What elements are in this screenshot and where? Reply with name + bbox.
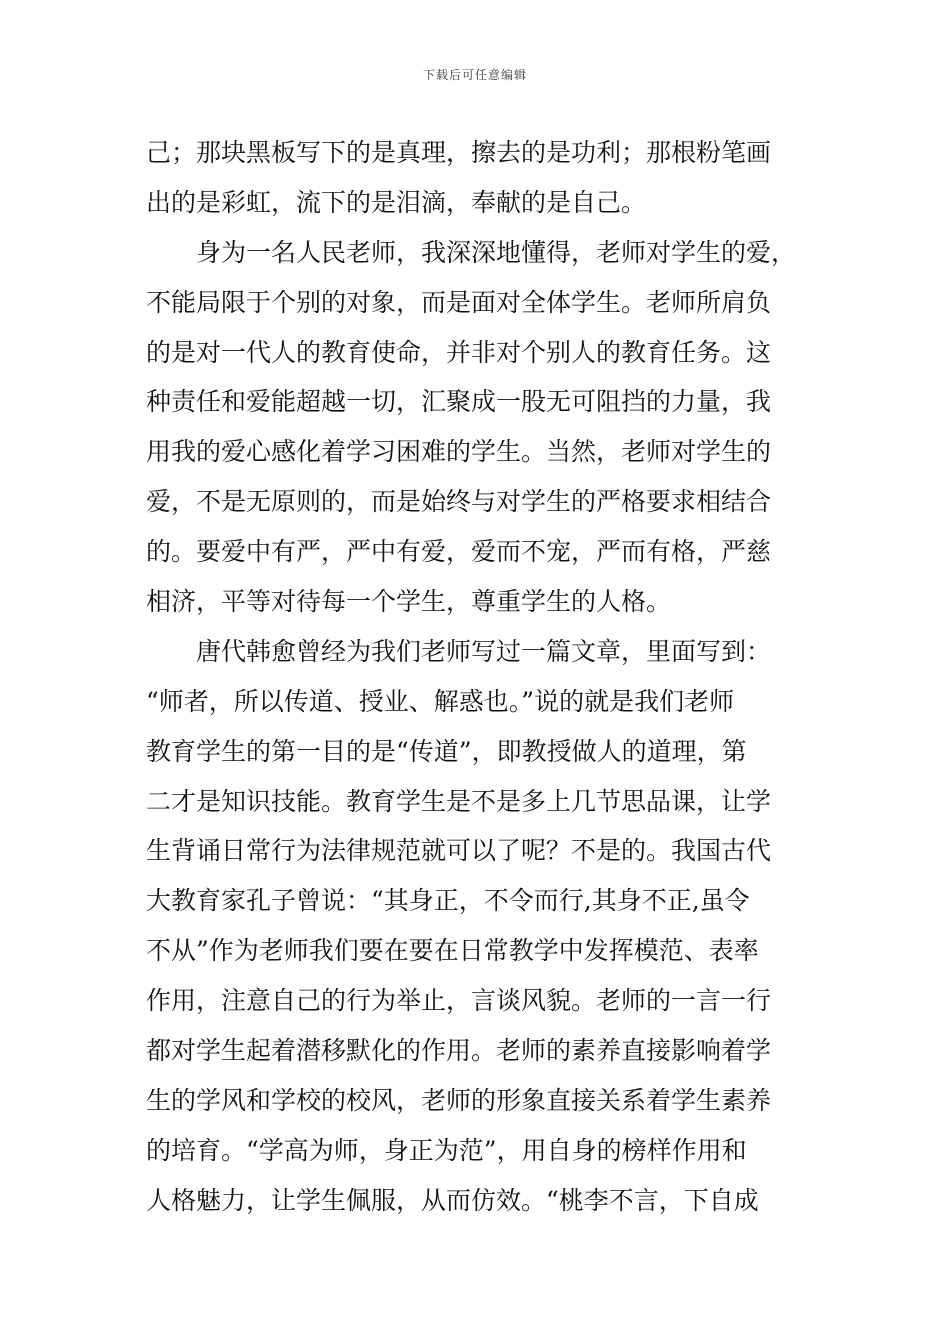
text-line: 作用，注意自己的行为举止，言谈风貌。老师的一言一行 — [146, 986, 772, 1016]
page-header: 下载后可任意编辑 — [422, 68, 527, 82]
text-line: 的。要爱中有严，严中有爱，爱而不宠，严而有格，严慈 — [146, 537, 772, 567]
text-line: 大教育家孔子曾说：“其身正，不令而行,其身不正,虽令 — [146, 886, 750, 916]
text-line: “师者，所以传道、授业、解惑也。”说的就是我们老师 — [146, 686, 735, 716]
text-line: 种责任和爱能超越一切，汇聚成一股无可阻挡的力量，我 — [146, 387, 772, 417]
text-line: 的是对一代人的教育使命，并非对个别人的教育任务。这 — [146, 337, 772, 367]
text-line: 的培育。“学高为师，身正为范”，用自身的榜样作用和 — [146, 1135, 747, 1165]
text-line: 都对学生起着潜移默化的作用。老师的素养直接影响着学 — [146, 1036, 772, 1066]
text-line: 相济，平等对待每一个学生，尊重学生的人格。 — [146, 587, 672, 617]
text-line: 生背诵日常行为法律规范就可以了呢？不是的。我国古代 — [146, 836, 772, 866]
text-line: 二才是知识技能。教育学生是不是多上几节思品课，让学 — [146, 786, 772, 816]
document-body — [146, 128, 826, 1226]
text-line: 生的学风和学校的校风，老师的形象直接关系着学生素养 — [146, 1085, 772, 1115]
text-line: 唐代韩愈曾经为我们老师写过一篇文章，里面写到： — [146, 636, 772, 666]
text-line: 己；那块黑板写下的是真理，擦去的是功利；那根粉笔画 — [146, 138, 772, 167]
text-line: 用我的爱心感化着学习困难的学生。当然，老师对学生的 — [146, 437, 772, 467]
text-line: 出的是彩虹，流下的是泪滴，奉献的是自己。 — [146, 187, 647, 217]
text-line: 身为一名人民老师，我深深地懂得，老师对学生的爱， — [146, 237, 797, 267]
text-line: 不从”作为老师我们要在要在日常教学中发挥模范、表率 — [146, 936, 759, 966]
text-line: 不能局限于个别的对象，而是面对全体学生。老师所肩负 — [146, 287, 772, 317]
text-line: 爱，不是无原则的，而是始终与对学生的严格要求相结合 — [146, 487, 772, 517]
text-line: 教育学生的第一目的是“传道”，即教授做人的道理，第 — [146, 736, 747, 766]
text-line: 人格魅力，让学生佩服，从而仿效。“桃李不言，下自成 — [146, 1185, 759, 1215]
